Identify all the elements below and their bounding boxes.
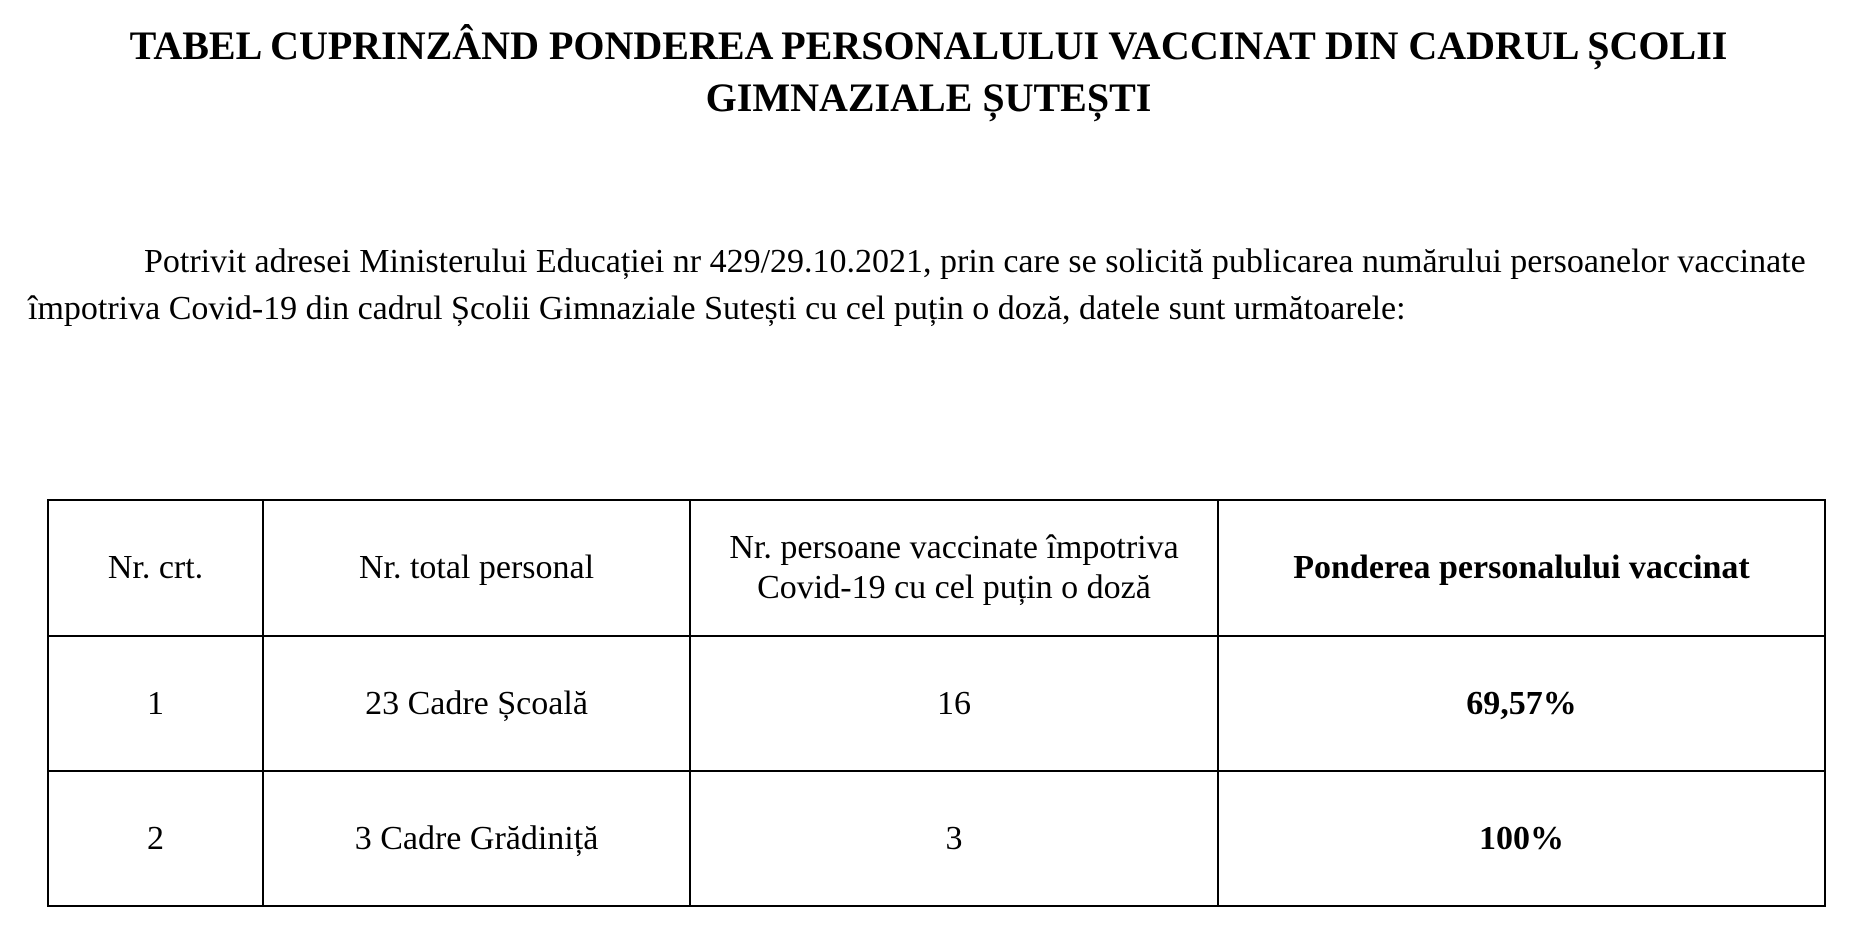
- cell-nr-crt: 2: [48, 771, 263, 906]
- cell-vaccinated-share: 100%: [1218, 771, 1825, 906]
- document-title-line-2: GIMNAZIALE ȘUTEȘTI: [705, 75, 1152, 120]
- table-row: [48, 636, 1825, 771]
- header-nr-crt: Nr. crt.: [48, 500, 263, 636]
- vaccination-table: [47, 499, 1826, 907]
- document-title: [0, 20, 1857, 124]
- cell-vaccinated-persons: 16: [690, 636, 1218, 771]
- table-header-row: [48, 500, 1825, 636]
- cell-vaccinated-persons: 3: [690, 771, 1218, 906]
- cell-total-personal: 23 Cadre Școală: [263, 636, 690, 771]
- cell-total-personal: 3 Cadre Grădiniță: [263, 771, 690, 906]
- intro-paragraph: Potrivit adresei Ministerului Educației nr 429/29.10.2021, prin care se solicită publicarea numărului persoanelor vaccinate împotriva Covid-19 din cadrul Școlii Gimnaziale Sutești cu cel puțin o doză, datele sunt următoarele:: [28, 243, 1806, 327]
- header-total-personal: Nr. total personal: [263, 500, 690, 636]
- header-vaccinated-share: Ponderea personalului vaccinat: [1218, 500, 1825, 636]
- document-title-line-1: TABEL CUPRINZÂND PONDEREA PERSONALULUI VACCINAT DIN CADRUL ȘCOLII: [129, 23, 1728, 68]
- cell-nr-crt: 1: [48, 636, 263, 771]
- header-vaccinated-persons: Nr. persoane vaccinate împotriva Covid-19 cu cel puțin o doză: [690, 500, 1218, 636]
- cell-vaccinated-share: 69,57%: [1218, 636, 1825, 771]
- table-row: [48, 771, 1825, 906]
